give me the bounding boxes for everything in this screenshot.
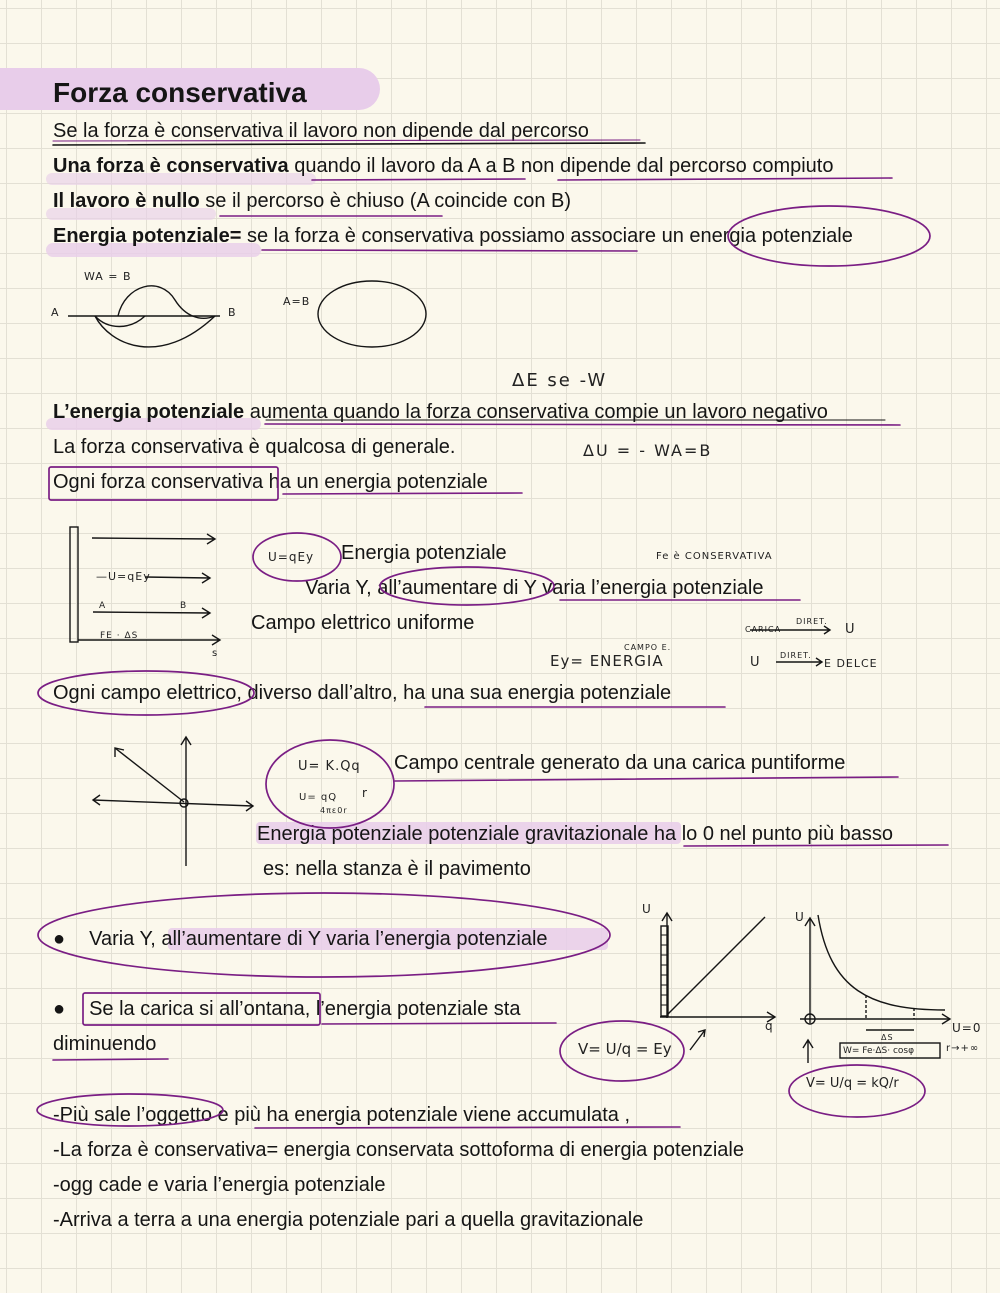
hw-carica: CARICA (745, 625, 782, 634)
hw-edelce: E DELCE (824, 657, 878, 670)
diagram-ticks (661, 935, 668, 1005)
dash-item-2: -La forza è conservativa= energia conservata sottoforma di energia potenziale (53, 1139, 744, 1161)
bullet-item-2-cont: diminuendo (53, 1033, 157, 1055)
hw-graph-u2: U (795, 910, 805, 924)
hw-le-se-w: ΔE se -W (512, 370, 608, 391)
hw-ab-a: A (99, 601, 107, 611)
hw-ukq: U= K.Qq (298, 759, 361, 774)
line-energy-increases (53, 400, 828, 424)
bold-text: Il lavoro è nullo (53, 190, 200, 212)
bold-text: Una forza è conservativa (53, 155, 289, 177)
hw-v1: V= U/q = Ey (578, 1040, 672, 1058)
hw-diret: DIRET. (796, 617, 828, 626)
hw-wab: WA = B (84, 270, 132, 283)
bold-text: Energia potenziale= (53, 225, 242, 247)
hw-u-qey: U=qEy (268, 550, 315, 564)
hw-ab-b: B (180, 601, 188, 611)
dash-item-3: -ogg cade e varia l’energia potenziale (53, 1174, 386, 1196)
line-general: La forza conservativa è qualcosa di generale. (53, 436, 456, 458)
hw-campo: CAMPO E. (624, 643, 672, 652)
bullet: ● (53, 928, 66, 950)
hw-ds: ΔS (881, 1033, 894, 1042)
hw-u-qey2: —U=qEy (96, 570, 151, 583)
hw-graph-u1: U (642, 902, 652, 916)
bullet: ● (53, 998, 66, 1020)
line-uniform-field: Campo elettrico uniforme (251, 612, 475, 634)
hw-r: r (362, 786, 368, 800)
line-varia-y: Varia Y, all’aumentare di Y varia l’energia potenziale (305, 577, 764, 599)
line-potential-energy (53, 224, 853, 248)
text: aumenta quando la forza conservativa compie un lavoro negativo (244, 401, 828, 423)
hw-graph-q: q (765, 1019, 774, 1033)
hw-u2: U (750, 655, 761, 670)
line-conservative-force (53, 154, 833, 178)
hw-uqq: U= qQ (299, 792, 338, 803)
dash-item-1: -Più sale l’oggetto e più ha energia potenziale viene accumulata , (53, 1104, 631, 1126)
text: quando il lavoro da A a B non dipende dal percorso compiuto (288, 155, 834, 177)
page-title: Forza conservativa (53, 77, 307, 108)
hw-pie: 4πε0r (320, 806, 348, 815)
hw-du: ΔU = - WA=B (583, 441, 713, 460)
hw-s: s (212, 648, 219, 659)
hw-u1: U (845, 622, 856, 637)
hw-rinf: r→+∞ (946, 1043, 980, 1054)
line-zero-work (53, 189, 571, 213)
line-gravitational: Energia potenziale potenziale gravitazionale ha lo 0 nel punto più basso (257, 823, 894, 845)
circles-and-boxes (37, 206, 930, 1126)
hw-u0: U=0 (952, 1021, 982, 1035)
bold-text: L’energia potenziale (53, 401, 245, 423)
underlines (53, 140, 948, 1128)
line-central-field: Campo centrale generato da una carica puntiforme (394, 752, 846, 774)
hw-ey: Ey= ENERGIA (550, 652, 664, 670)
bullet-text: Se la carica si all’ontana, l’energia potenziale sta (89, 998, 521, 1020)
hw-aeqb: A=B (283, 295, 311, 308)
line-conservative-path: Se la forza è conservativa il lavoro non dipende dal percorso (53, 120, 589, 142)
bullet-item-2 (53, 997, 520, 1021)
line-every-field: Ogni campo elettrico, diverso dall’altro, ha una sua energia potenziale (53, 682, 672, 704)
hw-a: A (51, 306, 60, 319)
hw-fe-ds: FE · ΔS (100, 631, 139, 641)
text: se il percorso è chiuso (A coincide con B) (199, 190, 571, 212)
line-every-force: Ogni forza conservativa ha un energia potenziale (53, 471, 488, 493)
bullet-item-1 (53, 927, 548, 951)
hw-w-fe: W= Fe·ΔS· cosφ (843, 1046, 915, 1056)
dash-item-4: -Arriva a terra a una energia potenziale pari a quella gravitazionale (53, 1209, 644, 1231)
hw-diret2: DIRET. (780, 651, 812, 660)
hw-fe-conservativa: Fe è CONSERVATIVA (656, 551, 773, 562)
line-energia-potenziale: Energia potenziale (341, 542, 507, 564)
text: se la forza è conservativa possiamo associare un energia potenziale (241, 225, 853, 247)
hw-b: B (228, 306, 237, 319)
bullet-text: Varia Y, all’aumentare di Y varia l’energia potenziale (89, 928, 548, 950)
hw-v2: V= U/q = kQ/r (806, 1076, 899, 1091)
line-example-floor: es: nella stanza è il pavimento (263, 858, 531, 880)
